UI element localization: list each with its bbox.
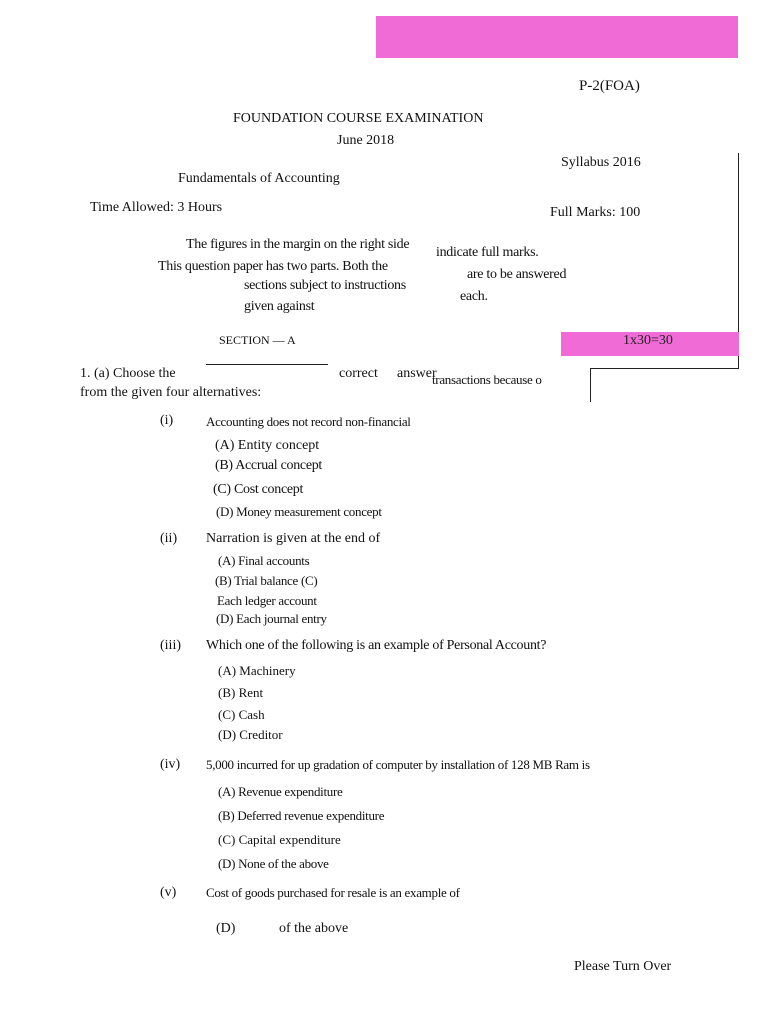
instruction-line-3a: sections subject to instructions xyxy=(244,278,406,293)
option: (B) Trial balance (C) xyxy=(215,573,318,588)
please-turn-over: Please Turn Over xyxy=(574,959,672,974)
instruction-line-3b: each. xyxy=(460,289,488,304)
option: (C) Capital expenditure xyxy=(218,832,341,847)
section-title: SECTION — A xyxy=(219,333,296,347)
instruction-line-4a: given against xyxy=(244,299,315,314)
instruction-line-2b: are to be answered xyxy=(467,267,567,282)
option: (A) Final accounts xyxy=(218,553,310,568)
item-number: (v) xyxy=(160,885,177,900)
item-question: 5,000 incurred for up gradation of computer by installation of 128 MB Ram is xyxy=(206,757,590,772)
right-border-bottom xyxy=(590,368,739,369)
instruction-line-1b: indicate full marks. xyxy=(436,245,539,260)
item-number: (ii) xyxy=(160,531,178,546)
item-question: Accounting does not record non-financial xyxy=(206,414,411,429)
option: (D) Each journal entry xyxy=(216,611,327,626)
option: (C) Cash xyxy=(218,707,265,722)
right-border-tick xyxy=(590,368,591,402)
subject-title: Fundamentals of Accounting xyxy=(178,171,340,186)
question-1-intro-b: correct xyxy=(339,366,378,381)
option: (D) Money measurement concept xyxy=(216,504,382,519)
option: (D) None of the above xyxy=(218,856,329,871)
item-question: Which one of the following is an example of Personal Account? xyxy=(206,638,547,653)
option: (A) Entity concept xyxy=(215,438,320,453)
question-1-intro-a: 1. (a) Choose the xyxy=(80,366,176,381)
full-marks: Full Marks: 100 xyxy=(550,205,641,220)
option: Each ledger account xyxy=(217,593,317,608)
option: (A) Revenue expenditure xyxy=(218,784,343,799)
exam-date: June 2018 xyxy=(337,133,395,148)
option: (D) xyxy=(216,921,236,936)
question-1-overlap-text: transactions because o xyxy=(432,372,542,387)
item-number: (i) xyxy=(160,413,174,428)
syllabus: Syllabus 2016 xyxy=(561,155,641,170)
instruction-line-2a: This question paper has two parts. Both the xyxy=(158,259,388,274)
question-1-intro-line2: from the given four alternatives: xyxy=(80,385,262,400)
item-question: Cost of goods purchased for resale is an example of xyxy=(206,885,460,900)
paper-code: P-2(FOA) xyxy=(579,78,640,94)
option: of the above xyxy=(279,921,349,936)
option: (B) Rent xyxy=(218,685,264,700)
section-marks: 1x30=30 xyxy=(623,333,673,348)
option: (D) Creditor xyxy=(218,727,283,742)
question-1-intro-c: answer xyxy=(397,366,437,381)
option: (B) Deferred revenue expenditure xyxy=(218,808,385,823)
top-highlight-bar xyxy=(376,16,738,58)
blank-underline xyxy=(206,364,328,365)
time-allowed: Time Allowed: 3 Hours xyxy=(90,200,223,215)
option: (C) Cost concept xyxy=(213,482,304,497)
item-question: Narration is given at the end of xyxy=(206,531,381,546)
exam-title: FOUNDATION COURSE EXAMINATION xyxy=(233,111,484,126)
option: (B) Accrual concept xyxy=(215,458,323,473)
instruction-line-1a: The figures in the margin on the right side xyxy=(186,237,410,252)
item-number: (iii) xyxy=(160,638,181,653)
item-number: (iv) xyxy=(160,757,181,772)
option: (A) Machinery xyxy=(218,663,296,678)
